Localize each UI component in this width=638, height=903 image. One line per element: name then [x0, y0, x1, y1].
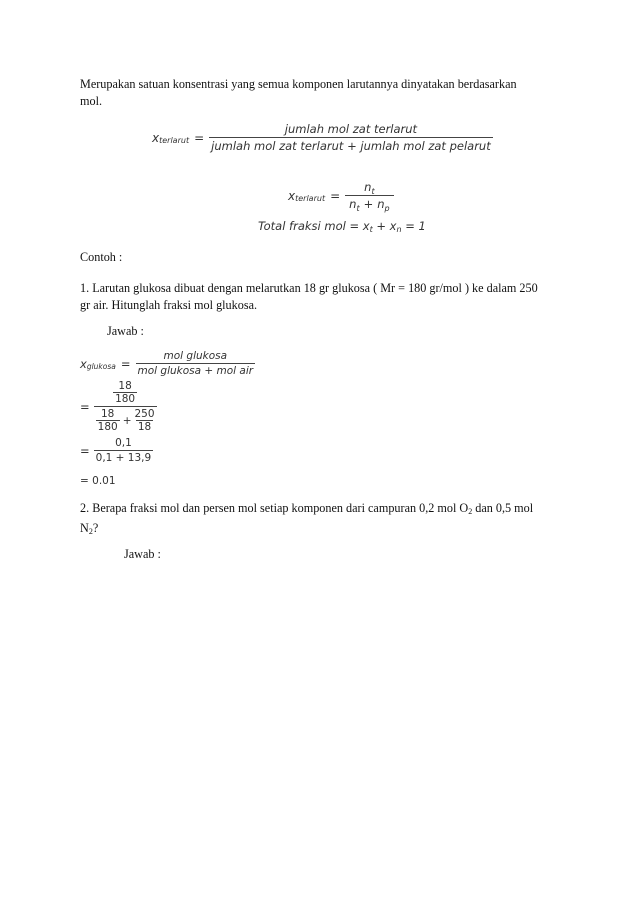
formula-fraction-symbolic [288, 180, 394, 211]
formula2-lhs: x [288, 188, 296, 203]
formula2-fraction [345, 180, 393, 211]
solution-step-3: = $\frac{0,1}{0,1 + 13,9}$ [80, 437, 152, 464]
formula1-lhs: x [152, 130, 160, 145]
question-1-line-2: gr air. Hitunglah fraksi mol glukosa. [80, 298, 258, 312]
intro-line-2: mol. [80, 94, 103, 108]
answer-2-label: Jawab : [124, 547, 161, 561]
question-2-line-2: N2? [80, 521, 99, 536]
solution-step-1: x glukosa = $\frac{\text{mol glukosa}}{\text{mol glukosa + mol air}}$ [80, 350, 254, 377]
formula1-fraction [209, 122, 493, 153]
solution-step-2: = 18 180 18 180 + $\frac{250}{18}$ [80, 380, 155, 433]
formula1-denominator: jumlah mol zat terlarut + jumlah mol zat pelarut [211, 139, 491, 153]
question-1-line-1: 1. Larutan glukosa dibuat dengan melarutkan 18 gr glukosa ( Mr = 180 gr/mol ) ke dalam 250 [80, 281, 538, 295]
example-heading: Contoh : [80, 250, 123, 264]
solution-step-2-top: 18 180 [115, 380, 136, 405]
formula2-numerator: $n_t$ [364, 180, 375, 196]
solution-step-1-fraction: $\frac{\text{mol glukosa}}{\text{mol glukosa + mol air}}$ [137, 350, 254, 377]
solution-step-2-bottom: 18 180 + $\frac{250}{18}$ [94, 406, 157, 433]
formula-fraction-definition [152, 122, 493, 153]
formula1-eq: = [194, 130, 205, 145]
solution-result: = 0.01 [80, 475, 116, 487]
answer-1-label: Jawab : [107, 324, 144, 338]
formula1-lhs-sub: terlarut [159, 136, 190, 145]
formula1-numerator: jumlah mol zat terlarut [284, 122, 418, 136]
solution-step-2-fraction [94, 380, 157, 433]
formula2-eq: = [330, 188, 341, 203]
formula2-lhs-sub: terlarut [295, 194, 326, 203]
formula2-denominator: $n_t + n_p$ [345, 195, 393, 211]
formula-total-fraction: Total fraksi mol = x t + x n = 1 [258, 219, 426, 234]
question-2-line-1: 2. Berapa fraksi mol dan persen mol setiap komponen dari campuran 0,2 mol O2 dan 0,5 mol [80, 501, 534, 516]
intro-line-1: Merupakan satuan konsentrasi yang semua komponen larutannya dinyatakan berdasarkan [80, 77, 517, 91]
solution-step-3-fraction: $\frac{0,1}{0,1 + 13,9}$ [95, 437, 152, 464]
